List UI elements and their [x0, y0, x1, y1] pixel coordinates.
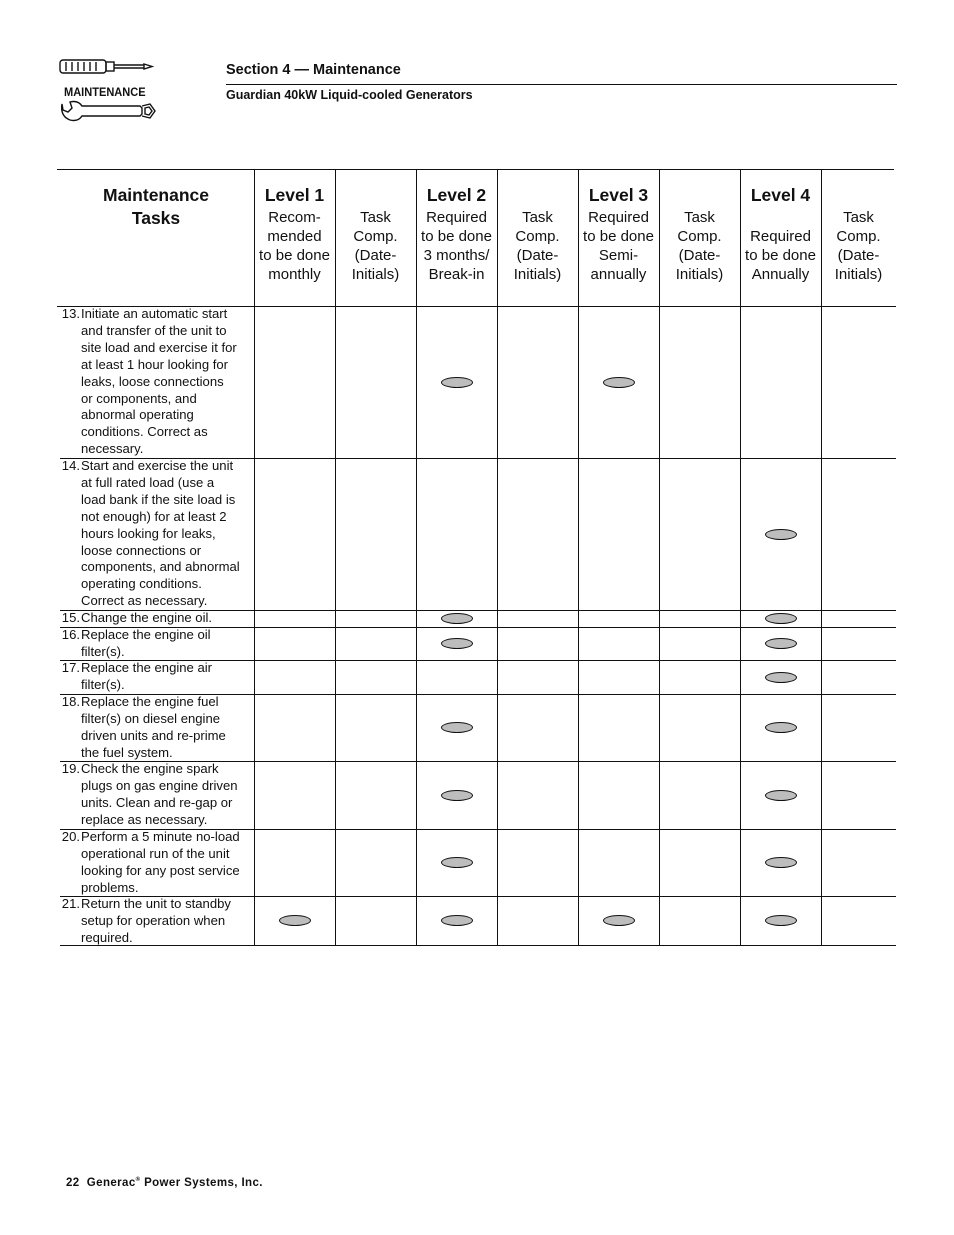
required-mark-oval	[441, 790, 473, 801]
task-text-line: site load and exercise it for	[81, 339, 237, 355]
task-text-line: conditions. Correct as	[81, 424, 208, 440]
document-subtitle: Guardian 40kW Liquid-cooled Generators	[226, 88, 473, 102]
task-text-line: hours looking for leaks,	[81, 525, 216, 541]
table-row	[60, 610, 252, 627]
column-header-line: 3 months/	[423, 247, 490, 264]
column-header-5	[578, 184, 659, 284]
column-header-line: Task	[843, 209, 874, 226]
column-divider	[335, 169, 336, 945]
task-text-line: plugs on gas engine driven	[81, 777, 238, 793]
task-text-line: load bank if the site load is	[81, 491, 236, 507]
company-name-rest: Power Systems, Inc.	[144, 1177, 263, 1189]
required-mark-oval	[765, 857, 797, 868]
task-number: 16.	[61, 627, 80, 642]
task-text-line: necessary.	[81, 441, 144, 457]
required-mark-oval	[441, 857, 473, 868]
task-text-line: loose connections or	[81, 542, 202, 558]
required-mark-oval	[765, 672, 797, 683]
row-divider	[60, 660, 896, 661]
table-row	[60, 761, 252, 829]
column-header-line: (Date-	[837, 247, 880, 264]
header-bottom-rule	[57, 306, 896, 307]
task-text-line: leaks, loose connections	[81, 373, 224, 389]
header-rule	[226, 84, 897, 85]
tasks-header-line-1: Maintenance	[103, 185, 209, 205]
column-header-line: Task	[684, 209, 715, 226]
level-label	[335, 184, 416, 206]
task-text-line: driven units and re-prime	[81, 727, 226, 743]
required-mark-oval	[765, 790, 797, 801]
column-divider	[740, 169, 741, 945]
required-mark-oval	[279, 915, 311, 926]
table-row	[60, 627, 252, 661]
task-number: 21.	[61, 896, 80, 911]
task-text-line: or components, and	[81, 390, 197, 406]
task-text-line: Start and exercise the unit	[81, 458, 234, 473]
task-text-line: Check the engine spark	[81, 761, 219, 776]
column-header-line: (Date-	[354, 247, 397, 264]
column-header-line: Required	[426, 209, 487, 226]
required-mark-oval	[603, 377, 635, 388]
task-text-line: required.	[81, 929, 133, 945]
column-header-line: Recom-	[268, 209, 321, 226]
task-number: 15.	[61, 610, 80, 625]
required-mark-oval	[603, 915, 635, 926]
column-header-line: Task	[522, 209, 553, 226]
row-divider	[60, 945, 896, 946]
task-text-line: Change the engine oil.	[81, 610, 213, 625]
task-text-line: replace as necessary.	[81, 811, 208, 827]
table-row	[60, 829, 252, 897]
section-title: Section 4 — Maintenance	[226, 62, 401, 78]
column-header-line: Initials)	[513, 266, 562, 283]
required-mark-oval	[441, 377, 473, 388]
column-header-line	[740, 208, 821, 227]
task-text-line: filter(s).	[81, 643, 125, 659]
task-text-line: Replace the engine oil	[81, 627, 211, 642]
column-header-4	[497, 184, 578, 284]
required-mark-oval	[441, 638, 473, 649]
level-label	[821, 184, 896, 206]
column-header-line: Comp.	[836, 228, 881, 245]
level-label: Level 3	[588, 185, 649, 205]
table-top-rule	[57, 169, 894, 170]
column-header-line: Required	[588, 209, 649, 226]
column-header-8	[821, 184, 896, 284]
column-header-2	[335, 184, 416, 284]
table-row	[60, 306, 252, 458]
column-divider	[578, 169, 579, 945]
level-label: Level 2	[426, 185, 487, 205]
task-text-line: at full rated load (use a	[81, 474, 215, 490]
required-mark-oval	[765, 529, 797, 540]
task-text-line: abnormal operating	[81, 407, 194, 423]
page-footer	[66, 1177, 263, 1189]
table-row	[60, 694, 252, 762]
required-mark-oval	[441, 613, 473, 624]
page-number: 22	[66, 1177, 80, 1189]
row-divider	[60, 761, 896, 762]
task-text-line: units. Clean and re-gap or	[81, 794, 233, 810]
column-header-line: Annually	[751, 266, 810, 283]
row-divider	[60, 627, 896, 628]
column-divider	[497, 169, 498, 945]
task-text-line: at least 1 hour looking for	[81, 356, 229, 372]
task-text-line: components, and abnormal	[81, 559, 240, 575]
task-text-line: filter(s).	[81, 676, 125, 692]
task-text-line: operational run of the unit	[81, 845, 230, 861]
task-number: 14.	[61, 458, 80, 473]
task-text-line: problems.	[81, 879, 139, 895]
level-label	[497, 184, 578, 206]
column-header-line: Break-in	[428, 266, 485, 283]
task-text-line: Perform a 5 minute no-load	[81, 829, 240, 844]
task-text-line: operating conditions.	[81, 576, 202, 592]
required-mark-oval	[441, 722, 473, 733]
column-header-line: Required	[750, 228, 811, 245]
required-mark-oval	[765, 613, 797, 624]
column-header-line: to be done	[583, 228, 654, 245]
column-header-line: mended	[267, 228, 322, 245]
row-divider	[60, 458, 896, 459]
row-divider	[60, 694, 896, 695]
column-header-line: Initials)	[675, 266, 724, 283]
column-header-7	[740, 184, 821, 284]
column-header-line: (Date-	[516, 247, 559, 264]
task-text-line: Correct as necessary.	[81, 593, 208, 609]
required-mark-oval	[765, 638, 797, 649]
column-header-line: Semi-	[598, 247, 639, 264]
column-header-line: (Date-	[678, 247, 721, 264]
column-divider	[821, 169, 822, 945]
tasks-column-header	[60, 184, 252, 230]
column-header-line: Comp.	[677, 228, 722, 245]
column-header-1	[254, 184, 335, 284]
required-mark-oval	[441, 915, 473, 926]
row-divider	[60, 829, 896, 830]
task-number: 13.	[61, 306, 80, 321]
column-header-line: to be done	[421, 228, 492, 245]
column-header-line: Initials)	[834, 266, 883, 283]
required-mark-oval	[765, 915, 797, 926]
table-row	[60, 660, 252, 694]
task-number: 18.	[61, 694, 80, 709]
logo-label: MAINTENANCE	[64, 85, 146, 99]
column-divider	[659, 169, 660, 945]
registered-mark: ®	[135, 1177, 141, 1183]
column-header-line: annually	[590, 266, 647, 283]
column-header-line: Comp.	[515, 228, 560, 245]
column-header-line: Task	[360, 209, 391, 226]
row-divider	[60, 896, 896, 897]
task-text-line: the fuel system.	[81, 744, 173, 760]
column-divider	[254, 169, 255, 945]
task-number: 20.	[61, 829, 80, 844]
column-header-3	[416, 184, 497, 284]
level-label: Level 1	[264, 185, 325, 205]
column-header-6	[659, 184, 740, 284]
column-header-line: monthly	[268, 266, 321, 283]
required-mark-oval	[765, 722, 797, 733]
task-text-line: not enough) for at least 2	[81, 508, 227, 524]
table-row	[60, 896, 252, 947]
task-text-line: Replace the engine fuel	[81, 694, 219, 709]
column-header-line: Comp.	[353, 228, 398, 245]
task-text-line: Return the unit to standby	[81, 896, 231, 911]
level-label	[659, 184, 740, 206]
task-number: 17.	[61, 660, 80, 675]
tasks-header-line-2: Tasks	[131, 208, 181, 228]
column-divider	[416, 169, 417, 945]
task-text-line: and transfer of the unit to	[81, 322, 227, 338]
task-text-line: Replace the engine air	[81, 660, 213, 675]
column-header-line: to be done	[259, 247, 330, 264]
row-divider	[60, 610, 896, 611]
column-header-line: Initials)	[351, 266, 400, 283]
level-label: Level 4	[750, 185, 811, 205]
company-name: Generac	[86, 1177, 136, 1189]
task-number: 19.	[61, 761, 80, 776]
task-text-line: filter(s) on diesel engine	[81, 710, 221, 726]
task-text-line: Initiate an automatic start	[81, 306, 228, 321]
table-row	[60, 458, 252, 610]
task-text-line: setup for operation when	[81, 912, 226, 928]
task-text-line: looking for any post service	[81, 862, 240, 878]
column-header-line: to be done	[745, 247, 816, 264]
